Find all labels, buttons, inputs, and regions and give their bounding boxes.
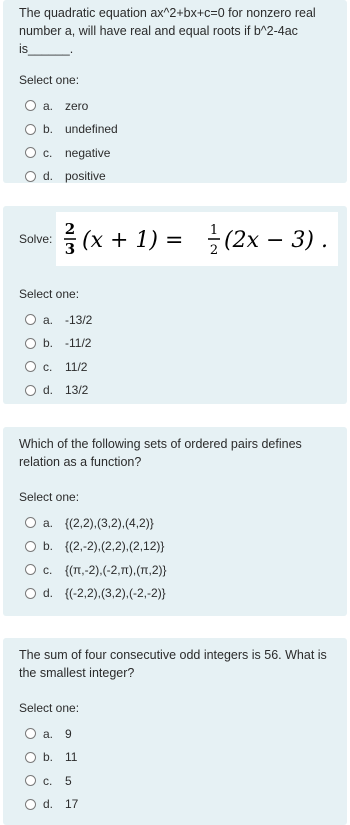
options-list (19, 308, 333, 402)
option-letter: b. (43, 539, 54, 554)
option-letter: c. (43, 773, 53, 788)
radio-button[interactable] (25, 752, 36, 763)
radio-button[interactable] (25, 124, 36, 135)
option-a[interactable] (25, 308, 333, 332)
option-a[interactable] (25, 511, 333, 535)
options-list (19, 511, 333, 605)
option-c[interactable] (25, 355, 333, 379)
equation-lhs-numerator: 2 (65, 220, 76, 238)
option-a[interactable] (25, 722, 333, 746)
option-letter: d. (43, 169, 54, 184)
option-letter: d. (43, 383, 54, 398)
option-c[interactable] (25, 769, 333, 793)
option-letter: d. (43, 797, 54, 812)
question-text: The quadratic equation ax^2+bx+c=0 for nonzero real number a, will have real and equal roots if b^2-4ac is______. (19, 6, 316, 56)
radio-button[interactable] (25, 564, 36, 575)
option-letter: c. (43, 145, 53, 160)
radio-button[interactable] (25, 799, 36, 810)
select-one-label: Select one: (19, 287, 80, 301)
option-text: 11/2 (65, 359, 88, 374)
question-card-4 (3, 638, 347, 825)
option-text: -11/2 (65, 336, 92, 351)
option-text: -13/2 (65, 312, 93, 327)
equation (62, 212, 332, 266)
solve-label: Solve: (19, 232, 53, 246)
option-text: undefined (65, 122, 118, 137)
question-card-2 (3, 206, 347, 404)
option-letter: a. (43, 726, 54, 741)
equation-lhs-denominator: 3 (65, 240, 76, 258)
radio-button[interactable] (25, 100, 36, 111)
option-letter: a. (43, 312, 54, 327)
option-letter: b. (43, 122, 54, 137)
equation-rhs-numerator: 1 (210, 223, 219, 238)
option-d[interactable] (25, 379, 333, 403)
option-letter: c. (43, 562, 53, 577)
option-text: negative (65, 145, 111, 160)
select-one-label: Select one: (19, 73, 80, 87)
option-text: 9 (65, 726, 72, 741)
equation-image (56, 212, 338, 266)
option-text: 13/2 (65, 383, 89, 398)
option-b[interactable] (25, 332, 333, 356)
question-card-3 (3, 427, 347, 616)
radio-button[interactable] (25, 361, 36, 372)
option-letter: a. (43, 515, 54, 530)
radio-button[interactable] (25, 541, 36, 552)
radio-button[interactable] (25, 728, 36, 739)
option-a[interactable] (25, 94, 333, 118)
equation-rhs-denominator: 2 (210, 243, 219, 258)
options-list (19, 94, 333, 188)
option-b[interactable] (25, 118, 333, 142)
option-b[interactable] (25, 535, 333, 559)
option-c[interactable] (25, 141, 333, 165)
radio-button[interactable] (25, 588, 36, 599)
select-one-label: Select one: (19, 490, 80, 504)
option-text: zero (65, 98, 89, 113)
radio-button[interactable] (25, 338, 36, 349)
radio-button[interactable] (25, 314, 36, 325)
option-d[interactable] (25, 582, 333, 606)
option-text: positive (65, 169, 106, 184)
equation-rhs-expression: (2x − 3) . (224, 228, 329, 253)
option-d[interactable] (25, 165, 333, 189)
option-text: {(2,2),(3,2),(4,2)} (65, 515, 154, 530)
radio-button[interactable] (25, 517, 36, 528)
radio-button[interactable] (25, 171, 36, 182)
option-text: {(2,-2),(2,2),(2,12)} (65, 539, 165, 554)
question-card-1 (3, 0, 347, 183)
option-c[interactable] (25, 558, 333, 582)
option-text: 5 (65, 773, 72, 788)
radio-button[interactable] (25, 385, 36, 396)
option-letter: d. (43, 586, 54, 601)
equation-lhs-expression: (x + 1) = (82, 228, 184, 253)
option-d[interactable] (25, 793, 333, 817)
option-text: {(π,-2),(-2,π),(π,2)} (65, 562, 167, 577)
option-text: 17 (65, 797, 79, 812)
question-text: The sum of four consecutive odd integers is 56. What is the smallest integer? (19, 648, 327, 680)
option-letter: b. (43, 750, 54, 765)
radio-button[interactable] (25, 147, 36, 158)
select-one-label: Select one: (19, 701, 80, 715)
option-text: {(-2,2),(3,2),(-2,-2)} (65, 586, 166, 601)
question-text: Which of the following sets of ordered pairs defines relation as a function? (19, 437, 302, 469)
radio-button[interactable] (25, 775, 36, 786)
option-letter: a. (43, 98, 54, 113)
equation-row (19, 212, 333, 266)
option-b[interactable] (25, 746, 333, 770)
option-letter: c. (43, 359, 53, 374)
option-letter: b. (43, 336, 54, 351)
option-text: 11 (65, 750, 78, 765)
options-list (19, 722, 333, 816)
